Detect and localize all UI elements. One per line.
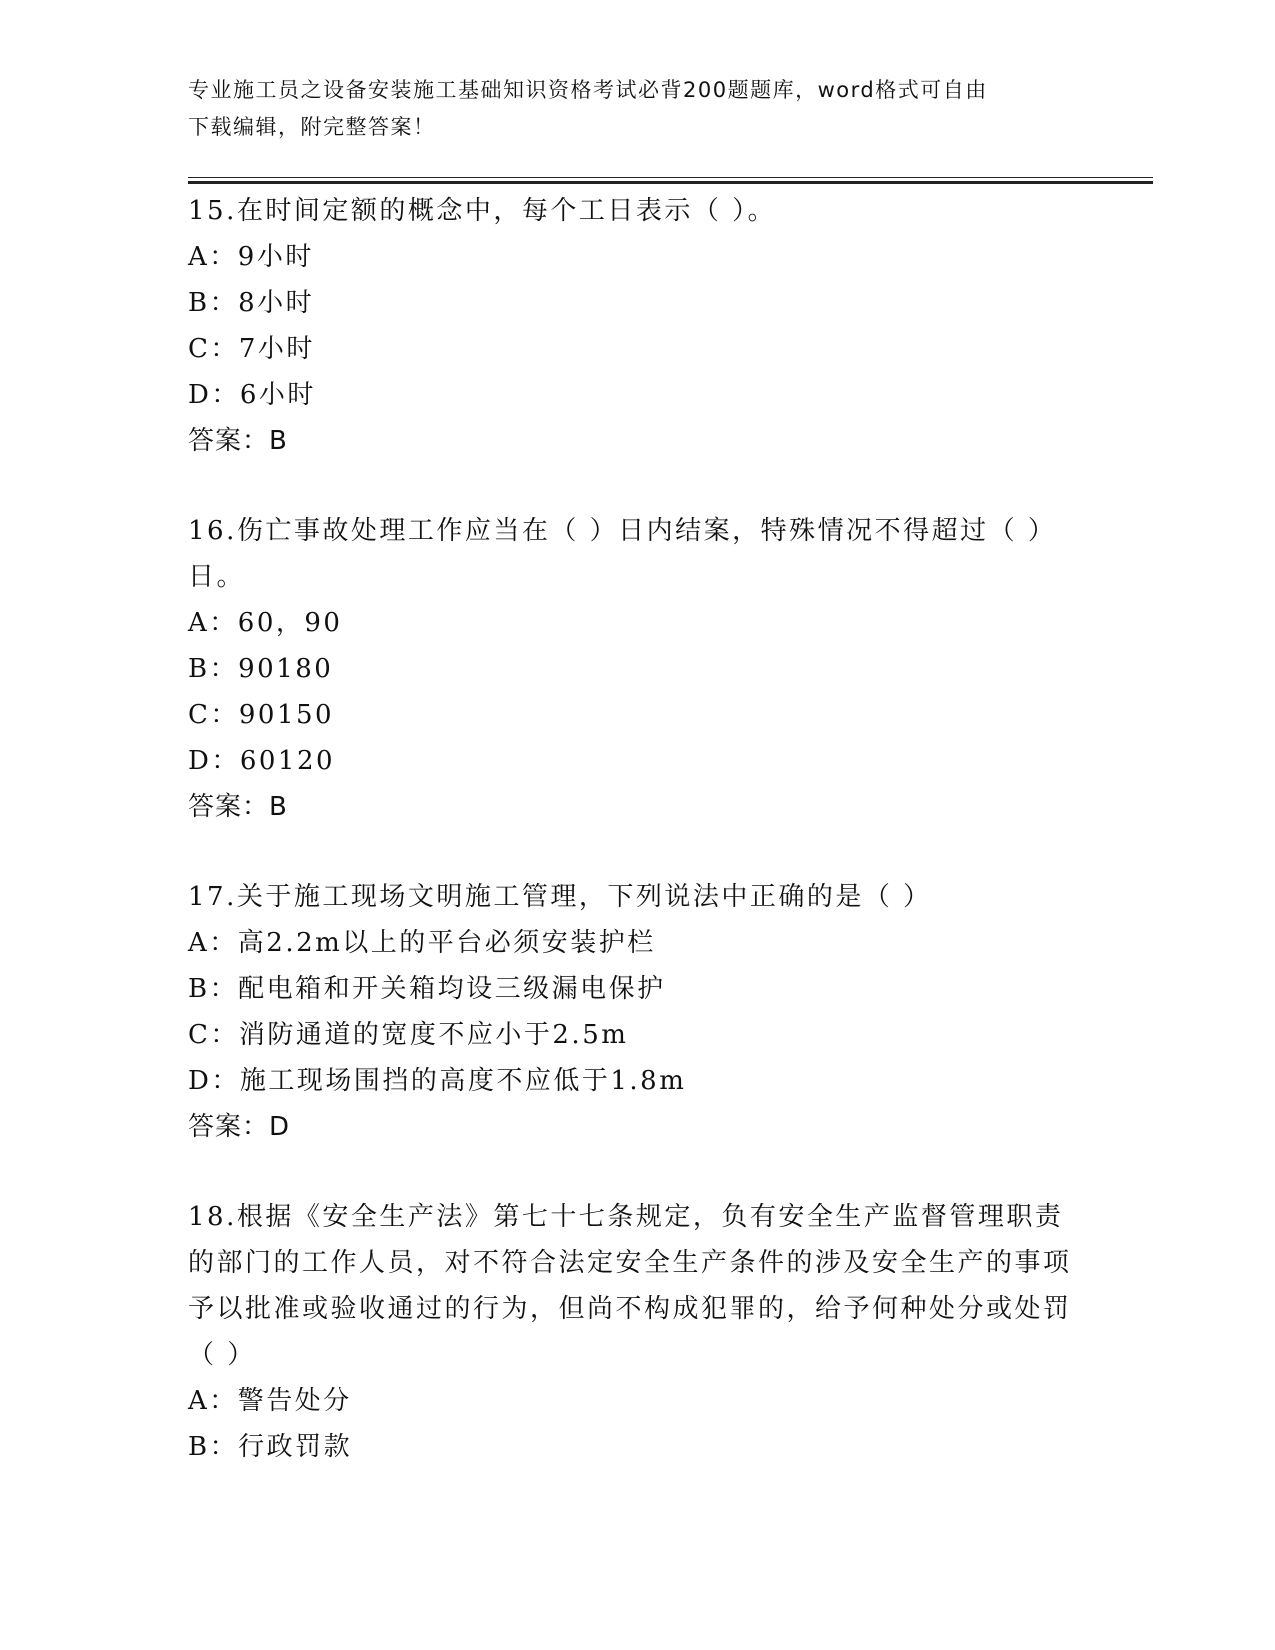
option-c: C：90150 <box>188 700 335 730</box>
option-d: D：60120 <box>188 746 336 776</box>
header-title-line-1: 专业施工员之设备安装施工基础知识资格考试必背200题题库，word格式可自由 <box>188 78 988 102</box>
option-b: B：90180 <box>188 654 334 684</box>
question-stem: 17.关于施工现场文明施工管理，下列说法中正确的是（ ） <box>188 882 932 912</box>
answer-label: 答案：D <box>188 1112 291 1142</box>
option-b: B：配电箱和开关箱均设三级漏电保护 <box>188 974 666 1004</box>
option-b: B：8小时 <box>188 288 315 318</box>
option-d: D：施工现场围挡的高度不应低于1.8m <box>188 1066 687 1096</box>
header-title-line-2: 下载编辑，附完整答案！ <box>188 115 436 139</box>
question-stem: 16.伤亡事故处理工作应当在（ ）日内结案，特殊情况不得超过（ ）日。 <box>188 516 1057 592</box>
answer-label: 答案：B <box>188 792 288 822</box>
header-divider-thick <box>188 181 1153 184</box>
answer-label: 答案：B <box>188 426 288 456</box>
option-c: C：消防通道的宽度不应小于2.5m <box>188 1020 629 1050</box>
question-stem: 18.根据《安全生产法》第七十七条规定，负有安全生产监督管理职责的部门的工作人员，对不符合法定安全生产条件的涉及安全生产的事项予以批准或验收通过的行为，但尚不构成犯罪的，给予何种处分或处罚（ ） <box>188 1202 1072 1370</box>
option-c: C：7小时 <box>188 334 315 364</box>
option-a: A：警告处分 <box>188 1386 352 1416</box>
option-b: B：行政罚款 <box>188 1432 353 1462</box>
header-divider-thin <box>188 177 1153 178</box>
question-list <box>188 188 1088 1470</box>
option-a: A：高2.2m以上的平台必须安装护栏 <box>188 928 656 958</box>
option-a: A：60，90 <box>188 608 343 638</box>
question-stem: 15.在时间定额的概念中，每个工日表示（ ）。 <box>188 196 777 226</box>
question-16 <box>188 508 1088 830</box>
question-17 <box>188 874 1088 1150</box>
option-a: A：9小时 <box>188 242 314 272</box>
option-d: D：6小时 <box>188 380 316 410</box>
document-header <box>188 72 1088 146</box>
question-18 <box>188 1194 1088 1470</box>
question-15 <box>188 188 1088 464</box>
